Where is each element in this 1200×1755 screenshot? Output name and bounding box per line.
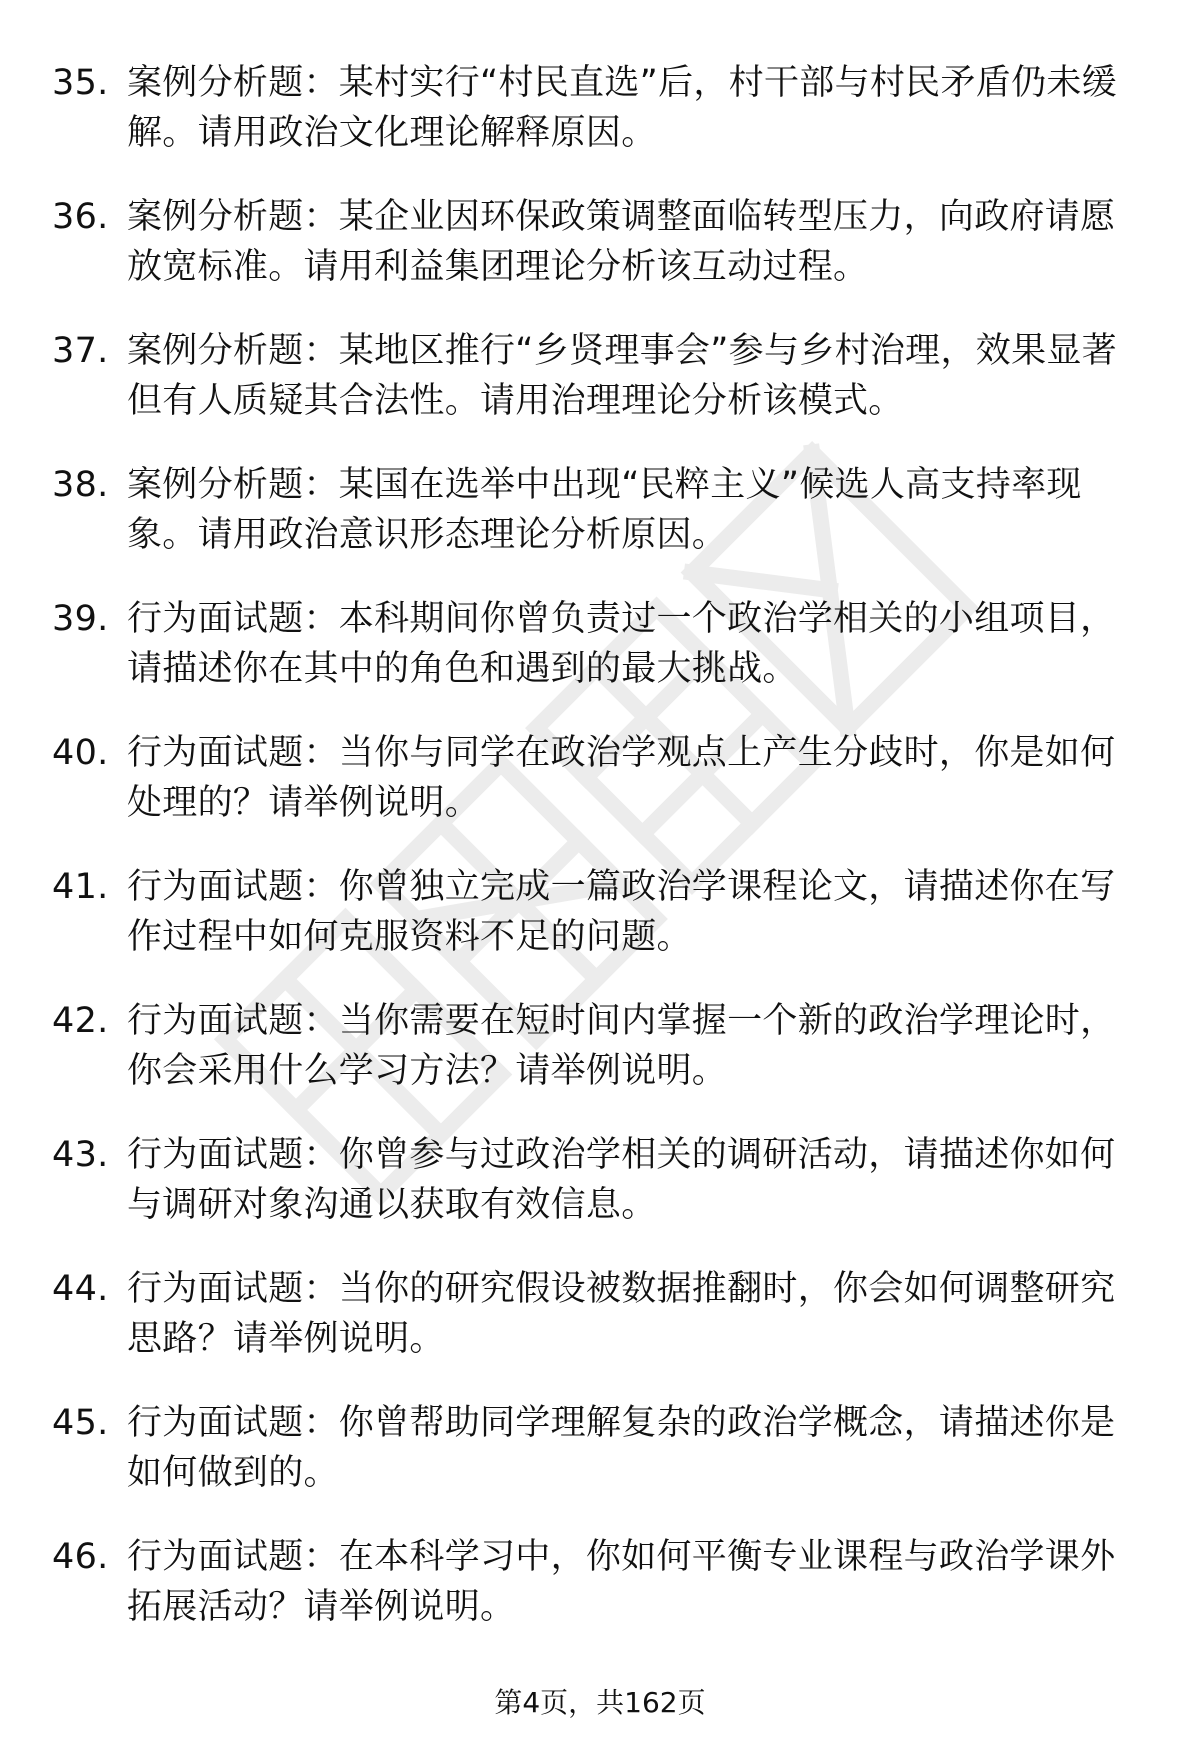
question-item bbox=[52, 460, 1142, 560]
question-text: 行为面试题：你曾独立完成一篇政治学课程论文，请描述你在写作过程中如何克服资料不足的问题。 bbox=[127, 867, 1116, 957]
question-number: 38. bbox=[52, 465, 109, 505]
question-text: 行为面试题：当你需要在短时间内掌握一个新的政治学理论时，你会采用什么学习方法？请举例说明。 bbox=[127, 1001, 1116, 1091]
question-number: 37. bbox=[52, 331, 109, 371]
question-item bbox=[52, 1532, 1142, 1632]
question-item bbox=[52, 1130, 1142, 1230]
page-footer: 第4页，共162页 bbox=[494, 1686, 706, 1719]
question-number: 43. bbox=[52, 1135, 109, 1175]
question-number: 40. bbox=[52, 733, 109, 773]
question-item bbox=[52, 728, 1142, 828]
question-number: 39. bbox=[52, 599, 109, 639]
question-number: 35. bbox=[52, 63, 109, 103]
question-number: 41. bbox=[52, 867, 109, 907]
question-item bbox=[52, 326, 1142, 426]
question-item bbox=[52, 192, 1142, 292]
question-number: 36. bbox=[52, 197, 109, 237]
question-item bbox=[52, 862, 1142, 962]
question-text: 案例分析题：某企业因环保政策调整面临转型压力，向政府请愿放宽标准。请用利益集团理论分析该互动过程。 bbox=[127, 197, 1116, 287]
question-list bbox=[52, 58, 1142, 1666]
question-text: 案例分析题：某地区推行“乡贤理事会”参与乡村治理，效果显著但有人质疑其合法性。请用治理理论分析该模式。 bbox=[127, 331, 1117, 421]
question-item bbox=[52, 58, 1142, 158]
question-item bbox=[52, 996, 1142, 1096]
question-number: 42. bbox=[52, 1001, 109, 1041]
question-text: 行为面试题：你曾帮助同学理解复杂的政治学概念，请描述你是如何做到的。 bbox=[127, 1403, 1116, 1493]
question-item bbox=[52, 594, 1142, 694]
question-text: 案例分析题：某村实行“村民直选”后，村干部与村民矛盾仍未缓解。请用政治文化理论解释原因。 bbox=[127, 63, 1117, 153]
question-number: 45. bbox=[52, 1403, 109, 1443]
question-text: 行为面试题：在本科学习中，你如何平衡专业课程与政治学课外拓展活动？请举例说明。 bbox=[127, 1537, 1116, 1627]
question-text: 行为面试题：本科期间你曾负责过一个政治学相关的小组项目，请描述你在其中的角色和遇到的最大挑战。 bbox=[127, 599, 1116, 689]
question-item bbox=[52, 1398, 1142, 1498]
question-number: 46. bbox=[52, 1537, 109, 1577]
question-item bbox=[52, 1264, 1142, 1364]
question-text: 案例分析题：某国在选举中出现“民粹主义”候选人高支持率现象。请用政治意识形态理论分析原因。 bbox=[127, 465, 1082, 555]
question-text: 行为面试题：当你与同学在政治学观点上产生分歧时，你是如何处理的？请举例说明。 bbox=[127, 733, 1116, 823]
question-text: 行为面试题：当你的研究假设被数据推翻时，你会如何调整研究思路？请举例说明。 bbox=[127, 1269, 1116, 1359]
question-number: 44. bbox=[52, 1269, 109, 1309]
question-text: 行为面试题：你曾参与过政治学相关的调研活动，请描述你如何与调研对象沟通以获取有效信息。 bbox=[127, 1135, 1116, 1225]
